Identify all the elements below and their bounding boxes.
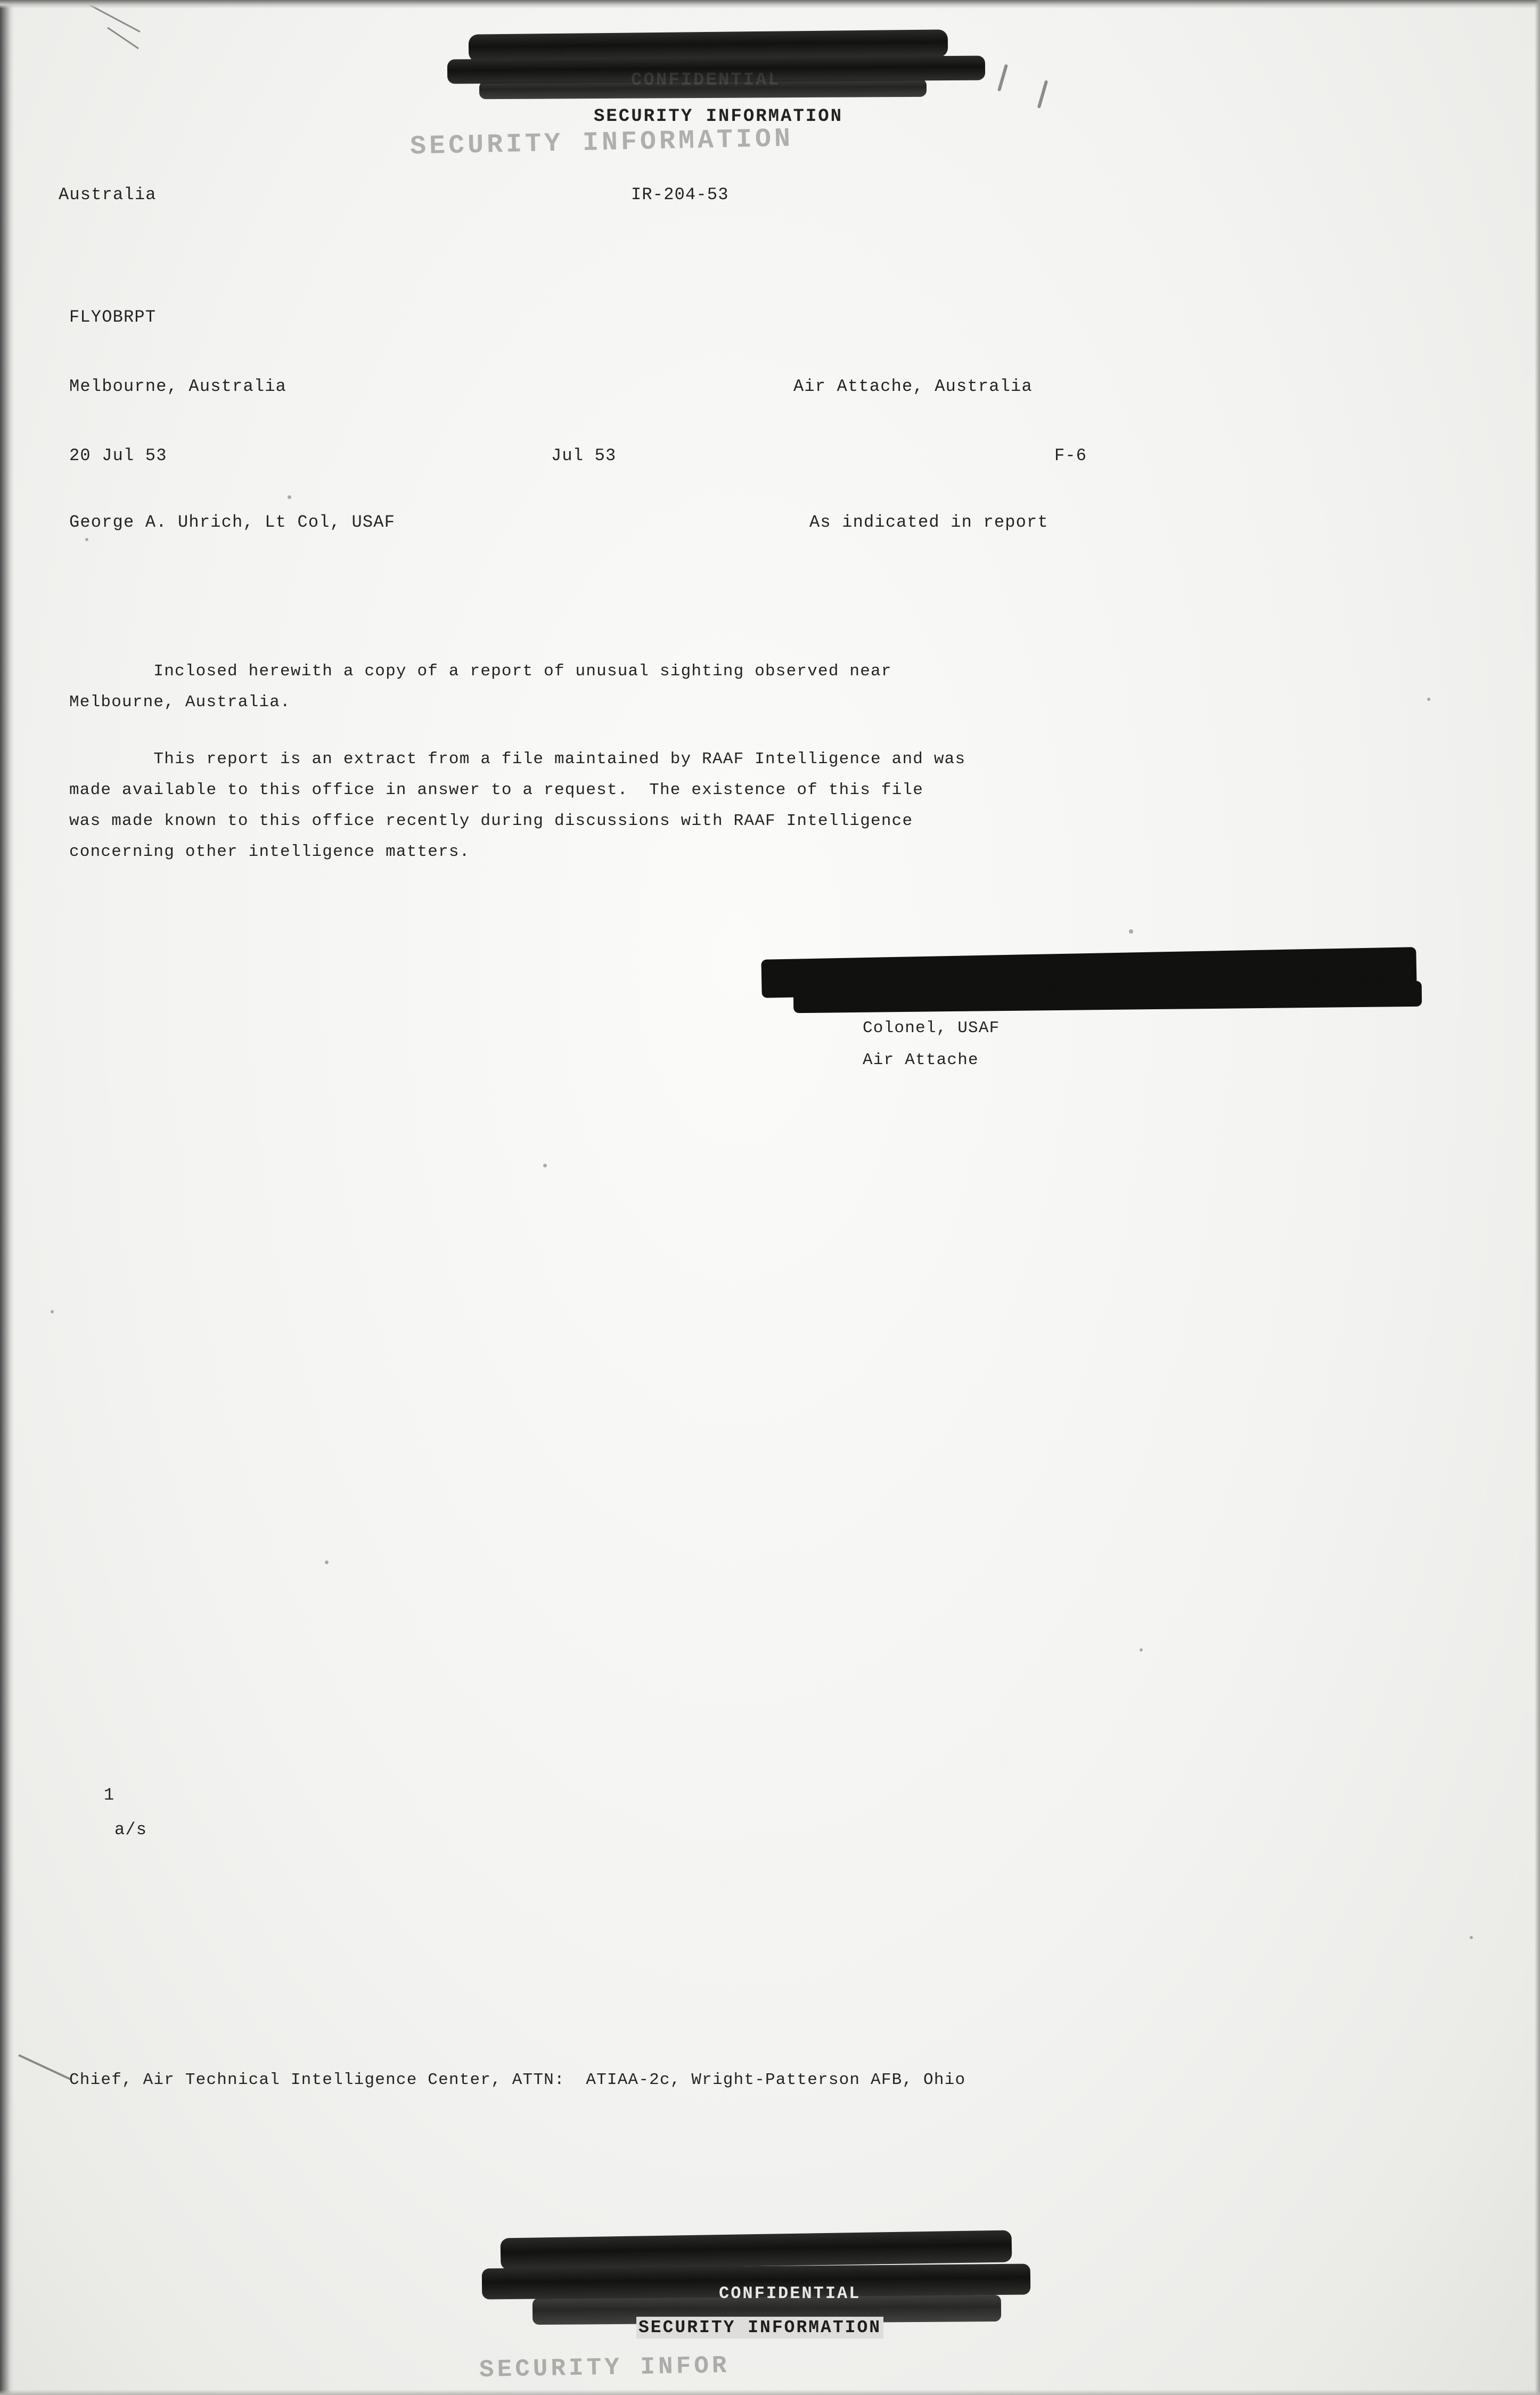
source-office-field: Air Attache, Australia: [793, 377, 1033, 396]
report-type-field: FLYOBRPT: [69, 307, 157, 327]
enclosure-count: 1: [104, 1785, 115, 1805]
classification-stamp-top-line1: CONFIDENTIAL: [631, 70, 781, 91]
dust-speck-9: [51, 1310, 54, 1313]
body-paragraph-2-line-3: was made known to this office recently during discussions with RAAF Intelligence: [69, 812, 913, 830]
date-of-information-field: Jul 53: [551, 446, 617, 465]
scan-edge-left: [0, 0, 14, 2395]
body-paragraph-2-line-1: This report is an extract from a file maintained by RAAF Intelligence and was: [69, 750, 966, 769]
dust-speck-2: [85, 538, 88, 541]
dust-speck-5: [1129, 929, 1133, 934]
classification-stamp-bottom-line2: SECURITY INFORMATION: [636, 2317, 883, 2339]
dust-speck-6: [1427, 698, 1430, 701]
classification-stamp-top-ghost: SECURITY INFORMATION: [409, 124, 794, 162]
distribution-line: Chief, Air Technical Intelligence Center, ATTN: ATIAA-2c, Wright-Patterson AFB, Ohio: [69, 2071, 966, 2089]
classification-stamp-bottom-line1: CONFIDENTIAL: [719, 2284, 861, 2303]
scan-edge-top: [0, 0, 1540, 9]
report-number-field: IR-204-53: [631, 185, 729, 205]
scan-edge-bottom: [0, 2390, 1540, 2395]
signature-title: Colonel, USAF: [863, 1019, 1000, 1037]
dust-speck-3: [543, 1164, 547, 1167]
dust-speck-8: [1470, 1936, 1473, 1939]
body-paragraph-1-line-1: Inclosed herewith a copy of a report of unusual sighting observed near: [69, 662, 892, 681]
country-field: Australia: [59, 185, 157, 205]
dust-speck-7: [1140, 1648, 1143, 1652]
body-paragraph-1-line-2: Melbourne, Australia.: [69, 693, 291, 712]
references-field: As indicated in report: [809, 512, 1048, 532]
dust-speck-1: [288, 495, 291, 499]
classification-stamp-bottom-ghost: SECURITY INFOR: [479, 2351, 730, 2384]
dust-speck-4: [325, 1560, 329, 1564]
body-paragraph-2-line-2: made available to this office in answer to a request. The existence of this file: [69, 781, 924, 799]
origin-field: Melbourne, Australia: [69, 377, 287, 396]
signature-position: Air Attache: [863, 1051, 979, 1069]
classification-stamp-top-line2: SECURITY INFORMATION: [594, 107, 843, 127]
scan-edge-right: [1535, 0, 1540, 2395]
evaluation-field: F-6: [1054, 446, 1087, 465]
body-paragraph-2-line-4: concerning other intelligence matters.: [69, 843, 470, 861]
date-of-report-field: 20 Jul 53: [69, 446, 167, 465]
preparing-officer-field: George A. Uhrich, Lt Col, USAF: [69, 512, 396, 532]
enclosure-note: a/s: [114, 1820, 148, 1840]
